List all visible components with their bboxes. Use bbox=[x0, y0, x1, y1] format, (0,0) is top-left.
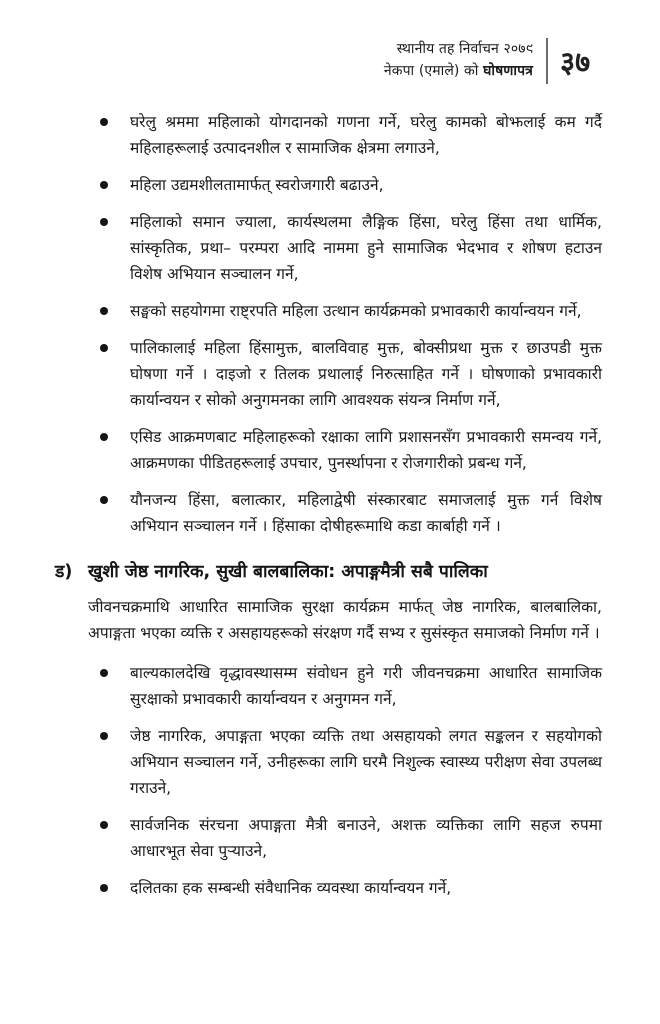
list-item bbox=[55, 723, 602, 801]
bullet-icon bbox=[100, 669, 108, 677]
bullet-text: सङ्घको सहयोगमा राष्ट्रपति महिला उत्थान कार्यक्रमको प्रभावकारी कार्यान्वयन गर्ने, bbox=[130, 302, 582, 321]
bullet-icon bbox=[100, 821, 108, 829]
header-line2-bold: घोषणापत्र bbox=[483, 63, 533, 79]
bullet-text: एसिड आक्रमणबाट महिलाहरूको रक्षाका लागि प्रशासनसँग प्रभावकारी समन्वय गर्ने, आक्रमणका पीडितहरूलाई उपचार, पुनर्स्थापना र रोजगारीको प्रबन्ध गर्ने, bbox=[130, 428, 602, 473]
header-line2-normal: नेकपा (एमाले) को bbox=[383, 63, 479, 79]
bullet-text: यौनजन्य हिंसा, बलात्कार, महिलाद्वेषी संस्कारबाट समाजलाई मुक्त गर्न विशेष अभियान सञ्चालन गर्ने । हिंसाका दोषीहरूमाथि कडा कार्बाही गर्ने । bbox=[130, 491, 602, 536]
list-item bbox=[55, 487, 602, 539]
bullet-icon bbox=[100, 181, 108, 189]
bullet-text: महिला उद्यमशीलतामार्फत् स्वरोजगारी बढाउने, bbox=[130, 176, 384, 195]
bullet-icon bbox=[100, 496, 108, 504]
section-title: खुशी जेष्ठ नागरिक, सुखी बालबालिका: अपाङ्गमैत्री सबै पालिका bbox=[88, 562, 488, 583]
header-line2 bbox=[384, 61, 533, 83]
bullet-text: सार्वजनिक संरचना अपाङ्गता मैत्री बनाउने, अशक्त व्यक्तिका लागि सहज रुपमा आधारभूत सेवा पुऱ्याउने, bbox=[130, 815, 602, 860]
bullet-list-women bbox=[55, 109, 602, 539]
page-number: ३७ bbox=[560, 44, 591, 79]
list-item bbox=[55, 875, 602, 901]
list-item bbox=[55, 424, 602, 476]
bullet-text: दलितका हक सम्बन्धी संवैधानिक व्यवस्था कार्यान्वयन गर्ने, bbox=[130, 878, 452, 897]
bullet-text: घरेलु श्रममा महिलाको योगदानको गणना गर्ने, घरेलु कामको बोझलाई कम गर्दै महिलाहरूलाई उत्पादनशील र सामाजिक क्षेत्रमा लगाउने, bbox=[130, 113, 602, 158]
section-label: ड) bbox=[55, 562, 73, 583]
bullet-icon bbox=[100, 218, 108, 226]
page-header bbox=[55, 38, 602, 84]
list-item bbox=[55, 335, 602, 413]
bullet-text: पालिकालाई महिला हिंसामुक्त, बालविवाह मुक्त, बोक्सीप्रथा मुक्त र छाउपडी मुक्त घोषणा गर्ने । दाइजो र तिलक प्रथालाई निरुत्साहित गर्ने । घोषणाको प्रभावकारी कार्यान्वयन र सोको अनुगमनका लागि आवश्यक संयन्त्र निर्माण गर्ने, bbox=[130, 339, 602, 410]
bullet-text: महिलाको समान ज्याला, कार्यस्थलमा लैङ्गिक हिंसा, घरेलु हिंसा तथा धार्मिक, सांस्कृतिक, प्रथा– परम्परा आदि नाममा हुने सामाजिक भेदभाव र शोषण हटाउन विशेष अभियान सञ्चालन गर्ने, bbox=[130, 213, 603, 284]
bullet-icon bbox=[100, 433, 108, 441]
bullet-icon bbox=[100, 307, 108, 315]
bullet-text: जेष्ठ नागरिक, अपाङ्गता भएका व्यक्ति तथा असहायको लगत सङ्कलन र सहयोगको अभियान सञ्चालन गर्ने, उनीहरूका लागि घरमै निशुल्क स्वास्थ्य परीक्षण सेवा उपलब्ध गराउने, bbox=[130, 726, 602, 797]
bullet-icon bbox=[100, 884, 108, 892]
section-d bbox=[55, 558, 602, 646]
list-item bbox=[55, 660, 602, 712]
page-content bbox=[55, 109, 602, 901]
list-item bbox=[55, 298, 602, 324]
header-divider bbox=[546, 38, 548, 84]
header-title-block bbox=[384, 39, 533, 82]
section-heading bbox=[55, 558, 602, 586]
list-item bbox=[55, 109, 602, 161]
bullet-text: बाल्यकालदेखि वृद्धावस्थासम्म संवोधन हुने गरी जीवनचक्रमा आधारित सामाजिक सुरक्षाको प्रभावकारी कार्यान्वयन र अनुगमन गर्ने, bbox=[130, 663, 602, 708]
bullet-list-social bbox=[55, 660, 602, 901]
list-item bbox=[55, 209, 602, 287]
bullet-icon bbox=[100, 118, 108, 126]
bullet-icon bbox=[100, 732, 108, 740]
header-line1: स्थानीय तह निर्वाचन २०७९ bbox=[396, 41, 533, 58]
list-item bbox=[55, 812, 602, 864]
section-paragraph: जीवनचक्रमाथि आधारित सामाजिक सुरक्षा कार्यक्रम मार्फत् जेष्ठ नागरिक, बालबालिका, अपाङ्गता भएका व्यक्ति र असहायहरूको संरक्षण गर्दै सभ्य र सुसंस्कृत समाजको निर्माण गर्ने । bbox=[88, 598, 602, 643]
list-item bbox=[55, 172, 602, 198]
bullet-icon bbox=[100, 344, 108, 352]
